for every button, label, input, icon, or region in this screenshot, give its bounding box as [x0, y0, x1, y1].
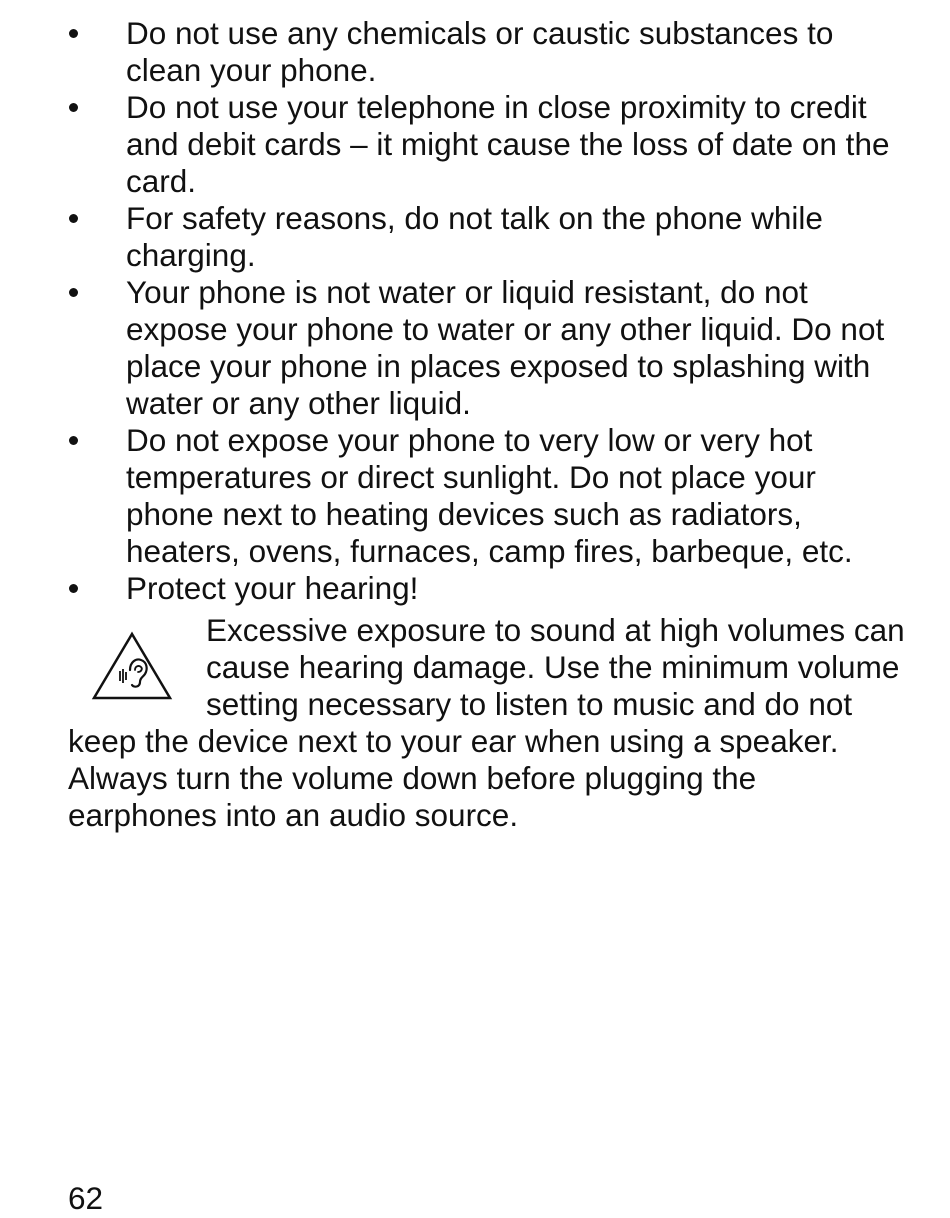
bullet-icon — [69, 214, 78, 223]
bullet-icon — [69, 436, 78, 445]
bullet-icon — [69, 29, 78, 38]
list-item — [0, 89, 950, 200]
bullet-text: Do not use your telephone in close proximity to credit and debit cards – it might cause the loss of date on the card. — [126, 89, 890, 199]
bullet-icon — [69, 288, 78, 297]
page-number: 62 — [68, 1180, 104, 1216]
list-item — [0, 274, 950, 422]
safety-bullet-list — [0, 15, 950, 607]
list-item — [0, 422, 950, 570]
bullet-text: Your phone is not water or liquid resistant, do not expose your phone to water or any other liquid. Do not place your phone in places exposed to splashing with water or any other liquid. — [126, 274, 885, 421]
hearing-warning-text: Excessive exposure to sound at high volumes can cause hearing damage. Use the minimum volume setting necessary to listen to music and do not keep the device next to your ear when using a speaker. Always turn the volume down before plugging the earphones into an audio source. — [68, 612, 905, 833]
bullet-icon — [69, 103, 78, 112]
bullet-text: Protect your hearing! — [126, 570, 419, 606]
hearing-warning — [68, 612, 908, 834]
list-item — [0, 15, 950, 89]
hearing-warning-icon — [68, 624, 186, 704]
list-item — [0, 200, 950, 274]
bullet-text: Do not expose your phone to very low or very hot temperatures or direct sunlight. Do not place your phone next to heating devices such as radiators, heaters, ovens, furnaces, camp fires, barbeque, etc. — [126, 422, 853, 569]
list-item — [0, 570, 950, 607]
bullet-icon — [69, 584, 78, 593]
bullet-text: For safety reasons, do not talk on the phone while charging. — [126, 200, 823, 273]
bullet-text: Do not use any chemicals or caustic substances to clean your phone. — [126, 15, 834, 88]
